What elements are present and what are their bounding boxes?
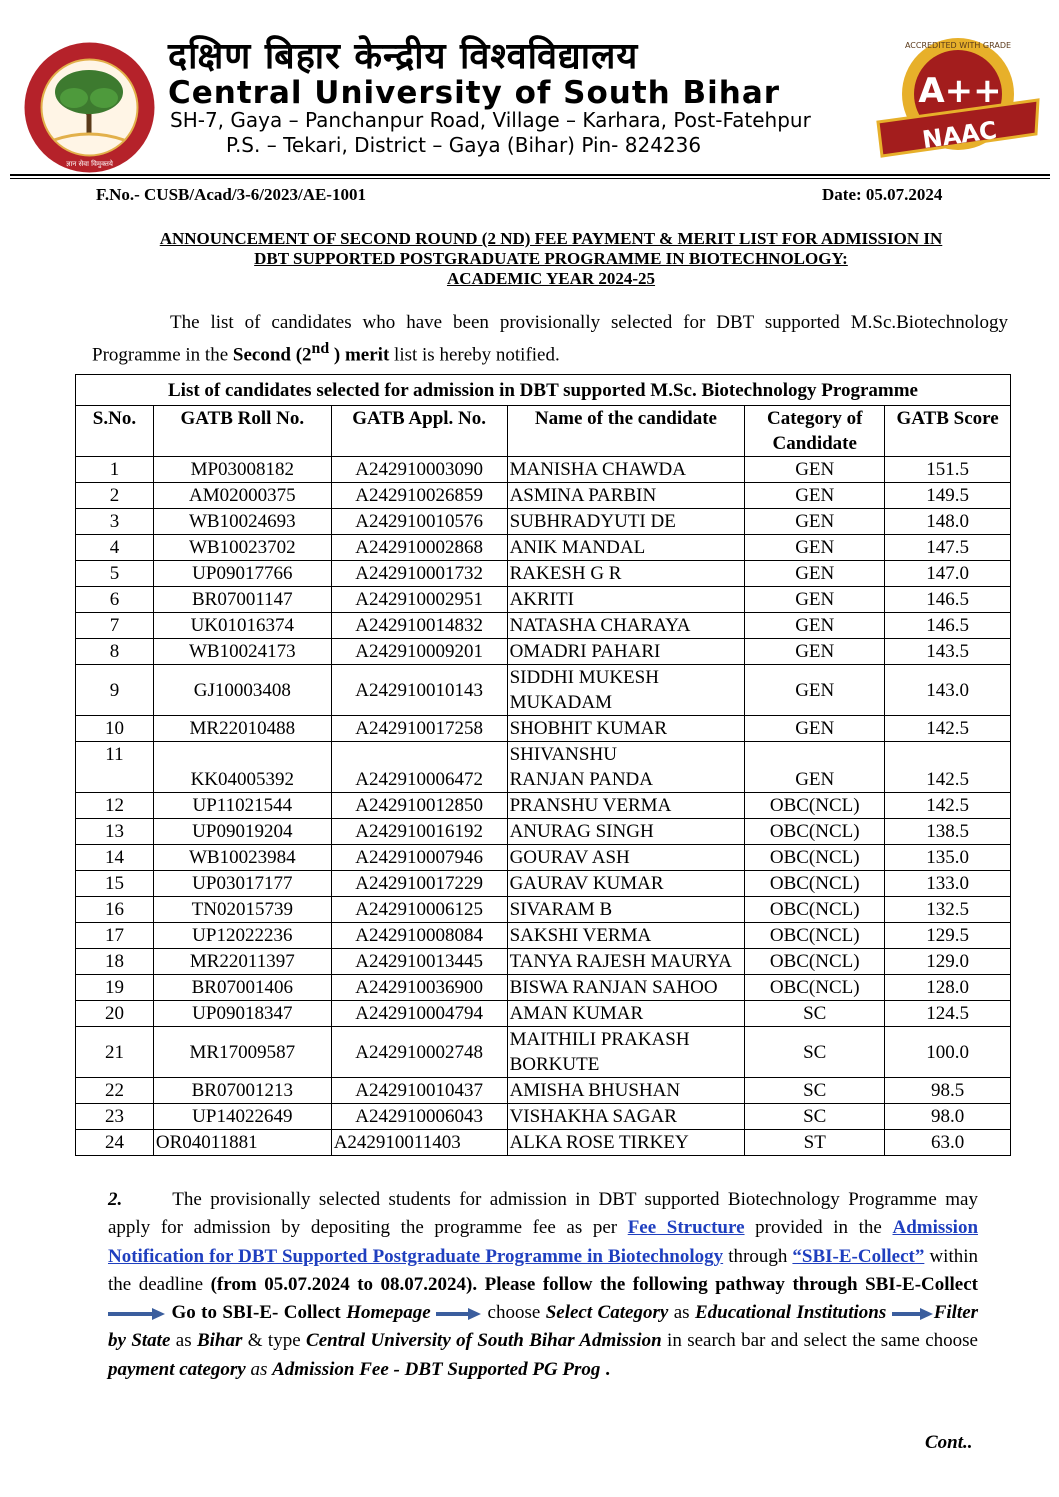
cell-name: PRANSHU VERMA <box>507 793 745 819</box>
cell-score: 133.0 <box>885 871 1011 897</box>
cell-category: OBC(NCL) <box>745 871 885 897</box>
cell-category: GEN <box>745 535 885 561</box>
cell-sno: 2 <box>76 483 154 509</box>
cell-appl: A242910002951 <box>331 587 507 613</box>
naac-grade: A++ <box>918 71 1002 111</box>
pathway-fee-name: Admission Fee - DBT Supported PG Prog <box>272 1358 601 1380</box>
cell-appl: A242910006125 <box>331 897 507 923</box>
table-row <box>76 483 1011 509</box>
table-row <box>76 1001 1011 1027</box>
table-row <box>76 613 1011 639</box>
cell-score: 124.5 <box>885 1001 1011 1027</box>
cell-appl: A242910012850 <box>331 793 507 819</box>
cell-sno: 16 <box>76 897 154 923</box>
cell-appl: A242910009201 <box>331 639 507 665</box>
arrow-right-icon <box>892 1307 934 1321</box>
pathway-educational-institutions: Educational Institutions <box>694 1302 887 1324</box>
cell-name: SUBHRADYUTI DE <box>507 509 745 535</box>
cell-sno: 17 <box>76 923 154 949</box>
cell-roll: KK04005392 <box>153 742 331 793</box>
sbi-e-collect-link[interactable]: “SBI-E-Collect” <box>792 1245 925 1267</box>
table-row <box>76 923 1011 949</box>
cell-score: 142.5 <box>885 716 1011 742</box>
cell-score: 151.5 <box>885 457 1011 483</box>
cell-sno: 24 <box>76 1130 154 1156</box>
cell-score: 98.5 <box>885 1078 1011 1104</box>
cell-appl: A242910017258 <box>331 716 507 742</box>
table-row <box>76 793 1011 819</box>
cell-roll: WB10024693 <box>153 509 331 535</box>
merit-list-table <box>75 374 1011 1156</box>
cell-name <box>507 1027 745 1078</box>
cell-category: OBC(NCL) <box>745 897 885 923</box>
cell-roll: BR07001406 <box>153 975 331 1001</box>
fee-structure-link[interactable]: Fee Structure <box>627 1217 745 1239</box>
cell-roll: MR22010488 <box>153 716 331 742</box>
cell-score: 147.0 <box>885 561 1011 587</box>
svg-text:ज्ञान सेवा विमुक्तये: ज्ञान सेवा विमुक्तये <box>66 160 113 168</box>
cell-category: GEN <box>745 587 885 613</box>
cell-name: AMAN KUMAR <box>507 1001 745 1027</box>
cell-name: RAKESH G R <box>507 561 745 587</box>
cell-score: 147.5 <box>885 535 1011 561</box>
table-row <box>76 845 1011 871</box>
cell-name: OMADRI PAHARI <box>507 639 745 665</box>
cell-category: OBC(NCL) <box>745 949 885 975</box>
cell-score: 142.5 <box>885 793 1011 819</box>
university-hindi-name: दक्षिण बिहार केन्द्रीय विश्वविद्यालय <box>168 36 639 77</box>
header-roll: GATB Roll No. <box>153 406 331 457</box>
table-row <box>76 457 1011 483</box>
cell-name: MAITHILI PRAKASH BORKUTE <box>509 1029 690 1075</box>
cell-name: AKRITI <box>507 587 745 613</box>
cell-roll: UP11021544 <box>153 793 331 819</box>
table-row <box>76 587 1011 613</box>
table-row <box>76 665 1011 716</box>
cell-name: SHOBHIT KUMAR <box>507 716 745 742</box>
cell-score: 143.5 <box>885 639 1011 665</box>
cell-appl: A242910003090 <box>331 457 507 483</box>
cell-appl: A242910006472 <box>331 742 507 793</box>
cell-appl: A242910026859 <box>331 483 507 509</box>
cell-category: GEN <box>745 613 885 639</box>
cell-sno: 3 <box>76 509 154 535</box>
naac-label: NAAC <box>920 115 999 155</box>
cell-name <box>507 665 745 716</box>
cell-roll: WB10023702 <box>153 535 331 561</box>
cell-score: 128.0 <box>885 975 1011 1001</box>
cell-sno: 20 <box>76 1001 154 1027</box>
table-row <box>76 1130 1011 1156</box>
cell-score: 138.5 <box>885 819 1011 845</box>
pathway-search-term: Central University of South Bihar Admission <box>306 1330 662 1352</box>
intro-paragraph <box>92 310 1008 368</box>
cell-appl: A242910011403 <box>331 1130 507 1156</box>
cell-category: SC <box>745 1027 885 1078</box>
cell-roll: UP12022236 <box>153 923 331 949</box>
cell-category: GEN <box>745 457 885 483</box>
table-row <box>76 509 1011 535</box>
cell-roll: WB10024173 <box>153 639 331 665</box>
cell-category: OBC(NCL) <box>745 845 885 871</box>
announcement-line-2: DBT SUPPORTED POSTGRADUATE PROGRAMME IN BIOTECHNOLOGY: <box>254 249 848 268</box>
cell-roll: MR17009587 <box>153 1027 331 1078</box>
cell-roll: GJ10003408 <box>153 665 331 716</box>
deadline: (from 05.07.2024 to 08.07.2024). <box>210 1273 478 1295</box>
pathway-bihar: Bihar <box>196 1330 243 1352</box>
intro-text-end: list is hereby notified. <box>389 344 560 366</box>
cell-sno: 9 <box>76 665 154 716</box>
cell-name: GAURAV KUMAR <box>507 871 745 897</box>
pathway-as: as <box>668 1302 695 1324</box>
cell-roll: UP09017766 <box>153 561 331 587</box>
cell-category: GEN <box>745 742 885 793</box>
cell-score: 100.0 <box>885 1027 1011 1078</box>
announcement-title <box>80 229 1022 289</box>
cell-roll: WB10023984 <box>153 845 331 871</box>
cell-name: AMISHA BHUSHAN <box>507 1078 745 1104</box>
pathway-type: & type <box>242 1330 307 1352</box>
para-text-2: provided in the <box>744 1217 893 1239</box>
admission-notification-link[interactable]: Admission Notification for DBT Supported Postgraduate Programme in Biotechnology <box>108 1217 979 1267</box>
para-text-3: through <box>723 1245 793 1267</box>
university-logo <box>22 40 157 175</box>
cell-appl: A242910007946 <box>331 845 507 871</box>
cell-name: ASMINA PARBIN <box>507 483 745 509</box>
cell-score: 135.0 <box>885 845 1011 871</box>
cell-category: OBC(NCL) <box>745 975 885 1001</box>
address-line-2: P.S. – Tekari, District – Gaya (Bihar) Pin- 824236 <box>226 133 702 157</box>
cell-score: 129.5 <box>885 923 1011 949</box>
cell-appl: A242910004794 <box>331 1001 507 1027</box>
cell-category: GEN <box>745 561 885 587</box>
cell-score: 98.0 <box>885 1104 1011 1130</box>
header-sno: S.No. <box>76 406 154 457</box>
cell-appl: A242910002868 <box>331 535 507 561</box>
pathway-as: as <box>245 1358 273 1380</box>
pathway-homepage: Homepage <box>346 1302 431 1324</box>
cell-roll: AM02000375 <box>153 483 331 509</box>
table-row <box>76 1104 1011 1130</box>
para-text-4: within the deadline <box>108 1245 979 1295</box>
table-row <box>76 535 1011 561</box>
cell-name: SAKSHI VERMA <box>507 923 745 949</box>
cell-category: OBC(NCL) <box>745 819 885 845</box>
cell-category: GEN <box>745 665 885 716</box>
cell-appl: A242910017229 <box>331 871 507 897</box>
cell-sno: 12 <box>76 793 154 819</box>
cell-sno: 6 <box>76 587 154 613</box>
cell-roll: TN02015739 <box>153 897 331 923</box>
cell-score: 149.5 <box>885 483 1011 509</box>
header-name: Name of the candidate <box>507 406 745 457</box>
arrow-right-icon <box>436 1307 482 1321</box>
table-row <box>76 1078 1011 1104</box>
cell-name: SIDDHI MUKESH MUKADAM <box>509 667 659 713</box>
file-number: F.No.- CUSB/Acad/3-6/2023/AE-1001 <box>96 185 366 204</box>
cell-name: SHIVANSHU RANJAN PANDA <box>509 744 653 790</box>
pathway-as: as <box>170 1330 197 1352</box>
cell-appl: A242910016192 <box>331 819 507 845</box>
cell-roll: BR07001147 <box>153 587 331 613</box>
para-text-1: The provisionally selected students for admission in DBT supported Biotechnology Programme may apply for admission by depositing the programme fee as per <box>108 1189 978 1239</box>
cell-roll: UP03017177 <box>153 871 331 897</box>
cell-category: OBC(NCL) <box>745 793 885 819</box>
cell-category: OBC(NCL) <box>745 923 885 949</box>
cell-roll: BR07001213 <box>153 1078 331 1104</box>
cell-appl: A242910010576 <box>331 509 507 535</box>
header-divider <box>10 174 1050 176</box>
cell-appl: A242910010437 <box>331 1078 507 1104</box>
header-divider-thin <box>10 178 1050 179</box>
cell-score: 146.5 <box>885 613 1011 639</box>
cell-sno: 11 <box>76 742 154 793</box>
cell-appl: A242910014832 <box>331 613 507 639</box>
pathway-choose: choose <box>482 1302 546 1324</box>
cell-category: GEN <box>745 716 885 742</box>
cell-category: GEN <box>745 509 885 535</box>
pathway-end: . <box>600 1358 610 1380</box>
cell-name: GOURAV ASH <box>507 845 745 871</box>
cell-name: SIVARAM B <box>507 897 745 923</box>
table-row <box>76 975 1011 1001</box>
intro-sup: nd <box>311 340 330 357</box>
pathway-filter-by-state: Filter by State <box>108 1302 979 1352</box>
cell-appl: A242910036900 <box>331 975 507 1001</box>
announcement-line-1: ANNOUNCEMENT OF SECOND ROUND (2 ND) FEE PAYMENT & MERIT LIST FOR ADMISSION IN <box>159 229 943 248</box>
university-english-name: Central University of South Bihar <box>168 75 781 111</box>
cell-roll: UP14022649 <box>153 1104 331 1130</box>
cell-roll: UP09018347 <box>153 1001 331 1027</box>
cell-category: SC <box>745 1104 885 1130</box>
cell-name: ANURAG SINGH <box>507 819 745 845</box>
cell-category: SC <box>745 1001 885 1027</box>
cell-name: MANISHA CHAWDA <box>507 457 745 483</box>
document-date: Date: 05.07.2024 <box>822 185 943 204</box>
cell-sno: 1 <box>76 457 154 483</box>
cell-sno: 23 <box>76 1104 154 1130</box>
cell-category: ST <box>745 1130 885 1156</box>
arrow-right-icon <box>108 1307 166 1321</box>
cell-category: GEN <box>745 483 885 509</box>
table-row <box>76 897 1011 923</box>
cell-sno: 10 <box>76 716 154 742</box>
cell-name: NATASHA CHARAYA <box>507 613 745 639</box>
cell-name: TANYA RAJESH MAURYA <box>507 949 745 975</box>
cell-name: ALKA ROSE TIRKEY <box>507 1130 745 1156</box>
pathway-text: in search bar and select the same choose <box>661 1330 978 1352</box>
instructions-paragraph <box>108 1186 978 1384</box>
cell-roll: UK01016374 <box>153 613 331 639</box>
intro-text: The list of candidates who have been provisionally selected for DBT supported M.Sc.Biotechnology Programme in the <box>92 312 1008 366</box>
cell-score: 132.5 <box>885 897 1011 923</box>
intro-merit: ) merit <box>329 344 390 366</box>
table-caption: List of candidates selected for admission in DBT supported M.Sc. Biotechnology Programme <box>76 375 1011 406</box>
table-row <box>76 561 1011 587</box>
cell-name: VISHAKHA SAGAR <box>507 1104 745 1130</box>
cell-score: 146.5 <box>885 587 1011 613</box>
header-appl: GATB Appl. No. <box>331 406 507 457</box>
table-row <box>76 639 1011 665</box>
cell-score: 143.0 <box>885 665 1011 716</box>
table-row <box>76 819 1011 845</box>
para-number: 2. <box>108 1189 123 1210</box>
naac-badge <box>868 30 1048 165</box>
cell-score: 142.5 <box>885 742 1011 793</box>
cell-appl: A242910001732 <box>331 561 507 587</box>
cell-sno: 18 <box>76 949 154 975</box>
cell-sno: 22 <box>76 1078 154 1104</box>
address-line-1: SH-7, Gaya – Panchanpur Road, Village – Karhara, Post-Fatehpur <box>170 108 811 132</box>
naac-ring-text: ACCREDITED WITH GRADE <box>904 41 1012 50</box>
cell-category: SC <box>745 1078 885 1104</box>
header-category: Category of Candidate <box>745 406 885 457</box>
table-row <box>76 949 1011 975</box>
cell-name: ANIK MANDAL <box>507 535 745 561</box>
cell-roll: MP03008182 <box>153 457 331 483</box>
cell-roll: UP09019204 <box>153 819 331 845</box>
pathway-intro: Please follow the following pathway through SBI-E-Collect <box>484 1273 979 1295</box>
table-body <box>76 457 1011 1156</box>
cell-roll: OR04011881 <box>153 1130 331 1156</box>
cell-sno: 4 <box>76 535 154 561</box>
cell-appl: A242910006043 <box>331 1104 507 1130</box>
cell-score: 129.0 <box>885 949 1011 975</box>
cell-sno: 13 <box>76 819 154 845</box>
pathway-select-category: Select Category <box>545 1302 669 1324</box>
cell-name: BISWA RANJAN SAHOO <box>507 975 745 1001</box>
cell-sno: 5 <box>76 561 154 587</box>
cell-appl: A242910008084 <box>331 923 507 949</box>
header-score: GATB Score <box>885 406 1011 457</box>
cell-sno: 15 <box>76 871 154 897</box>
announcement-line-3: ACADEMIC YEAR 2024-25 <box>446 269 656 288</box>
pathway-payment-category: payment category <box>108 1358 246 1380</box>
cell-appl: A242910010143 <box>331 665 507 716</box>
table-row <box>76 742 1011 793</box>
table-row <box>76 716 1011 742</box>
table-header-row <box>76 406 1011 457</box>
pathway-goto: Go to SBI-E- Collect <box>171 1302 341 1324</box>
cell-sno: 19 <box>76 975 154 1001</box>
intro-second: Second (2 <box>232 344 312 366</box>
cell-score: 63.0 <box>885 1130 1011 1156</box>
table-row <box>76 871 1011 897</box>
cell-sno: 7 <box>76 613 154 639</box>
continued-marker: Cont.. <box>925 1432 973 1453</box>
cell-sno: 21 <box>76 1027 154 1078</box>
cell-sno: 14 <box>76 845 154 871</box>
table-row <box>76 1027 1011 1078</box>
cell-roll: MR22011397 <box>153 949 331 975</box>
cell-name <box>507 742 745 793</box>
cell-appl: A242910002748 <box>331 1027 507 1078</box>
cell-category: GEN <box>745 639 885 665</box>
cell-score: 148.0 <box>885 509 1011 535</box>
cell-sno: 8 <box>76 639 154 665</box>
cell-appl: A242910013445 <box>331 949 507 975</box>
